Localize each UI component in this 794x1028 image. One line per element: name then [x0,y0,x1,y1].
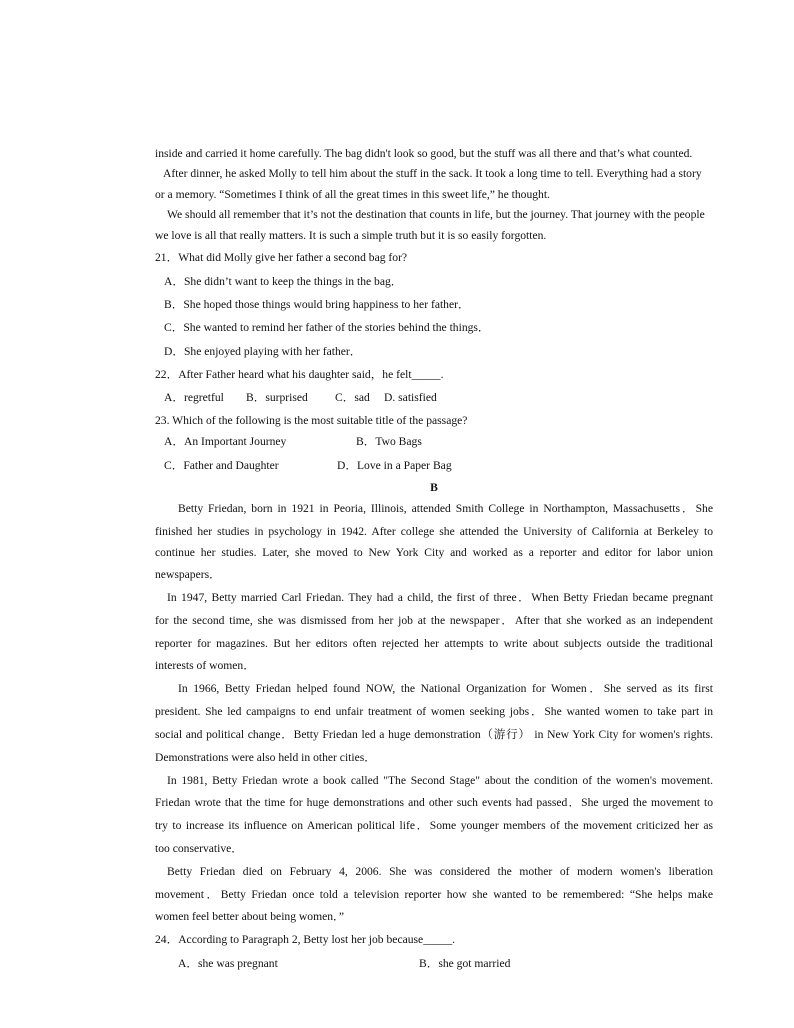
q24-stem: 24．According to Paragraph 2, Betty lost her job because_____. [155,933,456,946]
passage-b-p4-line3: try to increase its influence on American political life．Some younger members of the movement criticized her as [155,819,713,832]
passage-b-p4-line1: In 1981, Betty Friedan wrote a book called "The Second Stage" about the condition of the women's movement. [167,774,713,787]
passage-b-p5-line3: women feel better about being women．” [155,910,344,923]
passage-a-p3-line1: We should all remember that it’s not the destination that counts in life, but the journey. That journey with the people [167,208,705,221]
passage-b-p1-line4: newspapers． [155,568,221,581]
q22-option-d: D. satisfied [384,391,437,404]
passage-b-p2-line2: for the second time, she was dismissed from her job at the newspaper．After that she worked as an independent [155,614,713,627]
q22-option-b: B．surprised [246,391,308,404]
q22-stem: 22．After Father heard what his daughter said，he felt_____. [155,368,444,381]
q23-stem: 23. Which of the following is the most suitable title of the passage? [155,414,468,427]
passage-b-heading: B [430,481,438,494]
q23-option-d: D．Love in a Paper Bag [337,459,452,472]
passage-b-p3-line3: social and political change．Betty Friedan led a huge demonstration（游行） in New York City for women's rights. [155,728,713,741]
q24-option-b: B．she got married [419,957,511,970]
q24-option-a: A．she was pregnant [178,957,278,970]
q21-option-a: A．She didn’t want to keep the things in the bag． [164,275,403,288]
passage-b-p2-line4: interests of women． [155,659,255,672]
passage-b-p2-line1: In 1947, Betty married Carl Friedan. They had a child, the first of three．When Betty Friedan became pregnant [167,591,713,604]
passage-b-p1-line3: continue her studies. Later, she moved to New York City and worked as a reporter and editor for labor union [155,546,713,559]
q23-option-b: B．Two Bags [356,435,422,448]
passage-b-p4-line4: too conservative． [155,842,243,855]
passage-b-p4-line2: Friedan wrote that the time for huge demonstrations and other such events had passed．She urged the movement to [155,796,713,809]
passage-a-p3-line2: we love is all that really matters. It is such a simple truth but it is so easily forgotten. [155,229,547,242]
q23-option-a: A．An Important Journey [164,435,287,448]
passage-b-p5-line2: movement．Betty Friedan once told a television reporter how she wanted to be remembered: “She helps make [155,888,713,901]
passage-a-p1-tail: inside and carried it home carefully. The bag didn't look so good, but the stuff was all there and that’s what counted. [155,147,693,160]
passage-b-p3-line1: In 1966, Betty Friedan helped found NOW, the National Organization for Women．She served as its first [178,682,713,695]
passage-b-p2-line3: reporter for magazines. But her editors often rejected her attempts to write about subjects outside the traditional [155,637,713,650]
q21-option-d: D．She enjoyed playing with her father． [164,345,362,358]
q21-stem: 21．What did Molly give her father a second bag for? [155,251,408,264]
q22-option-a: A．regretful [164,391,224,404]
passage-a-p2-line2: or a memory. “Sometimes I think of all the great times in this sweet life,” he thought. [155,188,550,201]
passage-b-p3-line4: Demonstrations were also held in other cities． [155,751,376,764]
passage-b-p3-line2: president. She led campaigns to end unfair treatment of women seeking jobs．She wanted women to take part in [155,705,713,718]
q22-option-c: C．sad [335,391,370,404]
passage-a-p2-line1: After dinner, he asked Molly to tell him about the stuff in the sack. It took a long time to tell. Everything had a story [163,167,702,180]
passage-b-p1-line1: Betty Friedan, born in 1921 in Peoria, Illinois, attended Smith College in Northampton, Massachusetts．She [178,502,713,515]
q23-option-c: C．Father and Daughter [164,459,279,472]
passage-b-p5-line1: Betty Friedan died on February 4, 2006. She was considered the mother of modern women's liberation [167,865,713,878]
passage-b-p1-line2: finished her studies in psychology in 1942. After college she attended the University of California at Berkeley to [155,525,713,538]
q21-option-b: B．She hoped those things would bring happiness to her father． [164,298,470,311]
q21-option-c: C．She wanted to remind her father of the stories behind the things． [164,321,490,334]
